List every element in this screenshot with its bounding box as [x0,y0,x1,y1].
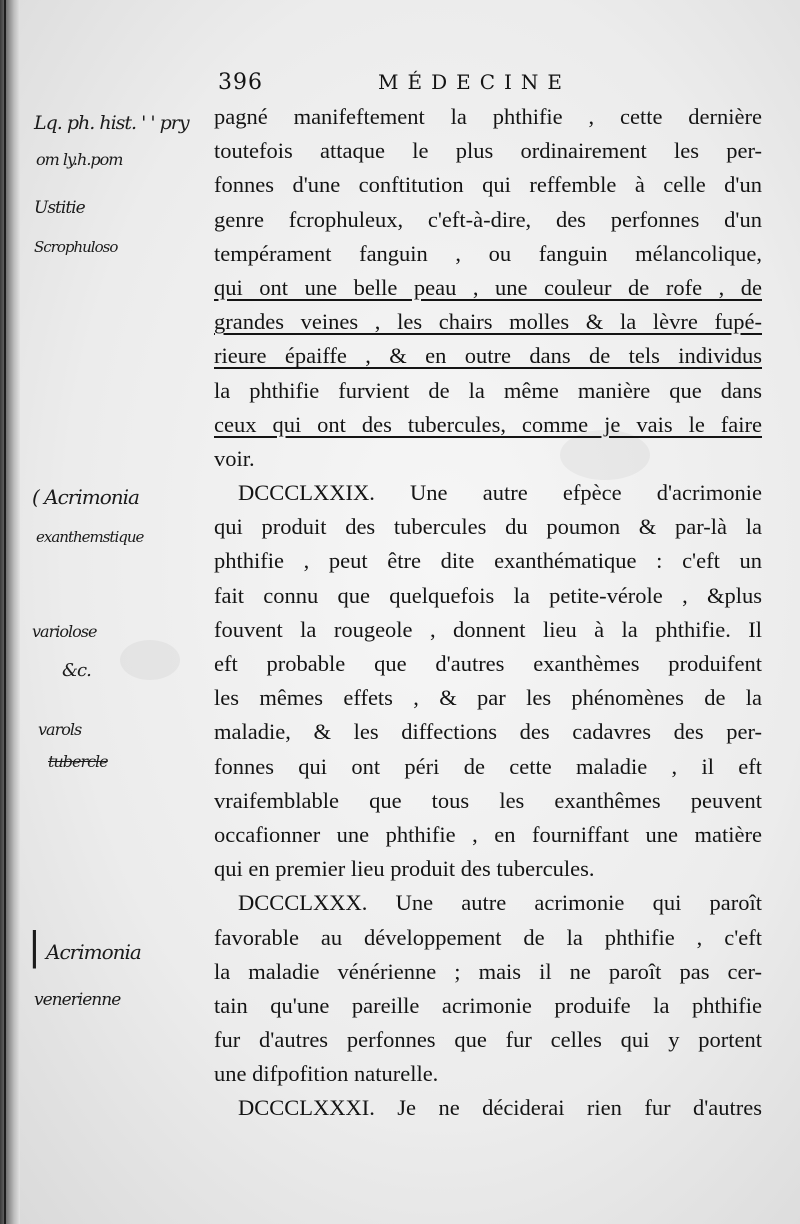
text-line: qui en premier lieu produit des tubercules. [214,856,595,882]
text-line: genre fcrophuleux, c'eft-à-dire, des perfonnes d'un [214,206,762,232]
margin-note: varols [38,720,82,739]
text-line: fonnes d'une conftitution qui reffemble à celle d'un [214,172,762,198]
paper-stain [120,640,180,680]
text-line: maladie, & les diffections des cadavres des per- [214,719,762,745]
text-line: la maladie vénérienne ; mais il ne paroît pas cer- [214,958,762,984]
margin-note: ( Acrimonia [32,485,139,509]
margin-note: Lq. ph. hist. ' ' pry [34,112,189,134]
section-heading-line: DCCCLXXIX. Une autre efpèce d'acrimonie [238,480,762,506]
page-header [218,70,778,100]
text-line: eft probable que d'autres exanthèmes produifent [214,651,762,676]
text-line: la phthifie furvient de la même manière que dans [214,377,762,403]
running-head: MÉDECINE [378,70,572,94]
text-line: qui produit des tubercules du poumon & par-là la [214,514,762,540]
section-heading-line: DCCCLXXXI. Je ne déciderai rien fur d'autres [238,1095,762,1121]
bracket-mark: | [28,924,41,968]
margin-note: Ustitie [34,198,85,218]
text-line: fait connu que quelquefois la petite-vérole , &plus [214,582,762,608]
text-line: vraifemblable que tous les exanthêmes peuvent [214,787,762,813]
page-number: 396 [218,70,263,95]
margin-note: variolose [32,622,97,641]
text-line: favorable au développement de la phthifie , c'eft [214,924,762,950]
text-line: tempérament fanguin , ou fanguin mélancolique, [214,240,762,266]
text-line-underlined: grandes veines , les chairs molles & la lèvre fupé- [214,309,762,335]
section-heading-line: DCCCLXXX. Une autre acrimonie qui paroît [238,890,762,916]
text-line: fur d'autres perfonnes que fur celles qui y portent [214,1027,762,1053]
text-line: voir. [214,445,255,471]
text-line: occafionner une phthifie , en fourniffant une matière [214,821,762,847]
text-line: toutefois attaque le plus ordinairement les per- [214,138,762,164]
margin-note: om ly.h.pom [36,150,123,169]
binding-edge [0,0,20,1224]
margin-note: tubercle [48,752,108,771]
text-line: les mêmes effets , & par les phénomènes de la [214,685,762,711]
margin-note: venerienne [34,990,121,1010]
body-text [214,100,762,1126]
text-line-underlined: rieure épaiffe , & en outre dans de tels individus [214,343,762,369]
text-line: fonnes qui ont péri de cette maladie , il eft [214,753,762,779]
margin-note: Scrophuloso [34,238,118,256]
text-line: phthifie , peut être dite exanthématique : c'eft un [214,548,762,574]
text-line-underlined: qui ont une belle peau , une couleur de rofe , de [214,274,762,300]
margin-note: Acrimonia [46,940,141,964]
text-line: pagné manifeftement la phthifie , cette dernière [214,104,762,129]
margin-note: &c. [62,660,91,681]
text-line-underlined: ceux qui ont des tubercules, comme je vais le faire [214,411,762,437]
binding-line [4,0,6,1224]
text-line: fouvent la rougeole , donnent lieu à la phthifie. Il [214,616,762,642]
text-line: tain qu'une pareille acrimonie produife la phthifie [214,992,762,1018]
text-line: une difpofition naturelle. [214,1061,439,1087]
margin-note: exanthemstique [36,528,144,546]
